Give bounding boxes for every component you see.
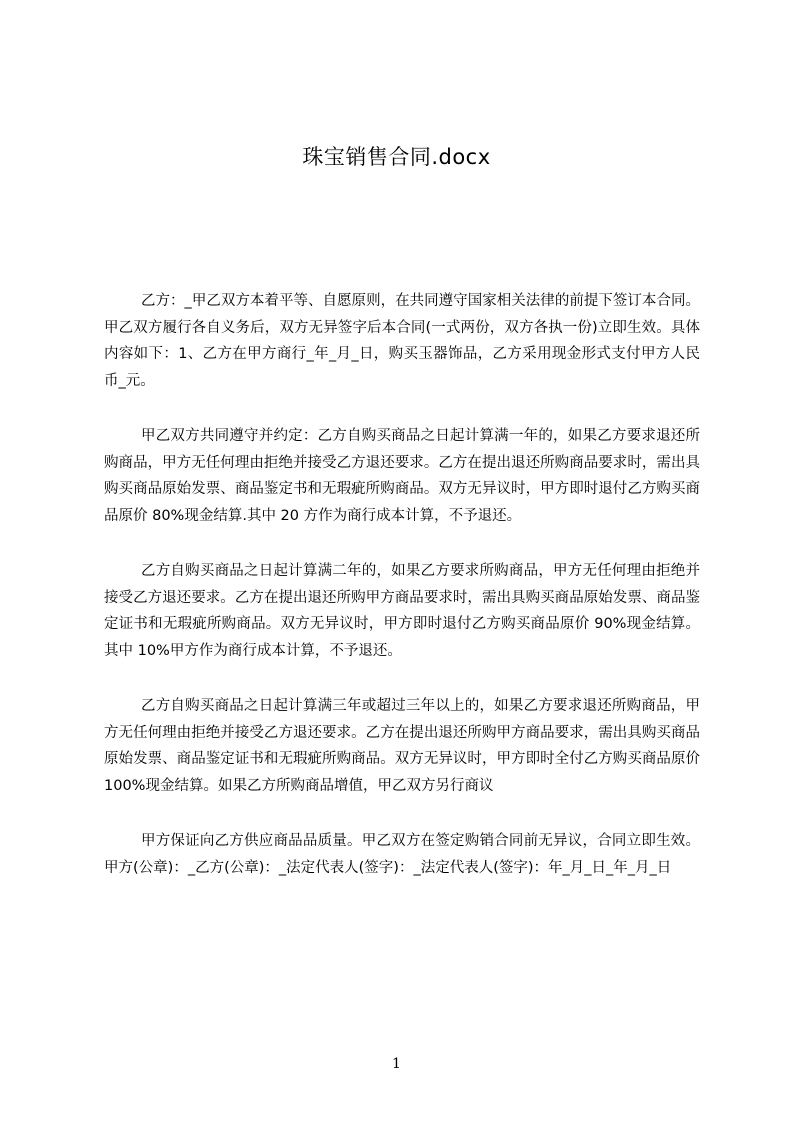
paragraph-signatures: 甲方保证向乙方供应商品品质量。甲乙双方在签定购销合同前无异议，合同立即生效。甲方(公章)：_乙方(公章)：_法定代表人(签字)：_法定代表人(签字)：年_月_日_年_月_日 bbox=[104, 833, 700, 876]
paragraph-three-year-return: 乙方自购买商品之日起计算满三年或超过三年以上的，如果乙方要求退还所购商品，甲方无任何理由拒绝并接受乙方退还要求。乙方在提出退还所购甲方商品要求，需出具购买商品原始发票、商品鉴定证书和无瑕疵所购商品。双方无异议时，甲方即时全付乙方购买商品原价 100%现金结算。如果乙方所购商品增值，甲乙双方另行商议 bbox=[104, 698, 700, 794]
page-number: 1 bbox=[392, 1056, 401, 1072]
paragraph-two-year-return: 乙方自购买商品之日起计算满二年的，如果乙方要求所购商品，甲方无任何理由拒绝并接受乙方退还要求。乙方在提出退还所购甲方商品要求时，需出具购买商品原始发票、商品鉴定证书和无瑕疵所购商品。双方无异议时，甲方即时退付乙方购买商品原价 90%现金结算。其中 10%甲方作为商行成本计算，不予退还。 bbox=[104, 563, 700, 659]
document-body bbox=[104, 288, 700, 910]
document-title: 珠宝销售合同.docx bbox=[302, 145, 491, 169]
paragraph-intro: 乙方：_甲乙双方本着平等、自愿原则，在共同遵守国家相关法律的前提下签订本合同。甲乙双方履行各自义务后，双方无异签字后本合同(一式两份，双方各执一份)立即生效。具体内容如下：1、乙方在甲方商行_年_月_日，购买玉器饰品，乙方采用现金形式支付甲方人民币_元。 bbox=[104, 293, 700, 389]
paragraph-one-year-return: 甲乙双方共同遵守并约定：乙方自购买商品之日起计算满一年的，如果乙方要求退还所购商品，甲方无任何理由拒绝并接受乙方退还要求。乙方在提出退还所购商品要求时，需出具购买商品原始发票、商品鉴定书和无瑕疵所购商品。双方无异议时，甲方即时退付乙方购买商品原价 80%现金结算.其中 20 方作为商行成本计算，不予退还。 bbox=[104, 428, 700, 524]
